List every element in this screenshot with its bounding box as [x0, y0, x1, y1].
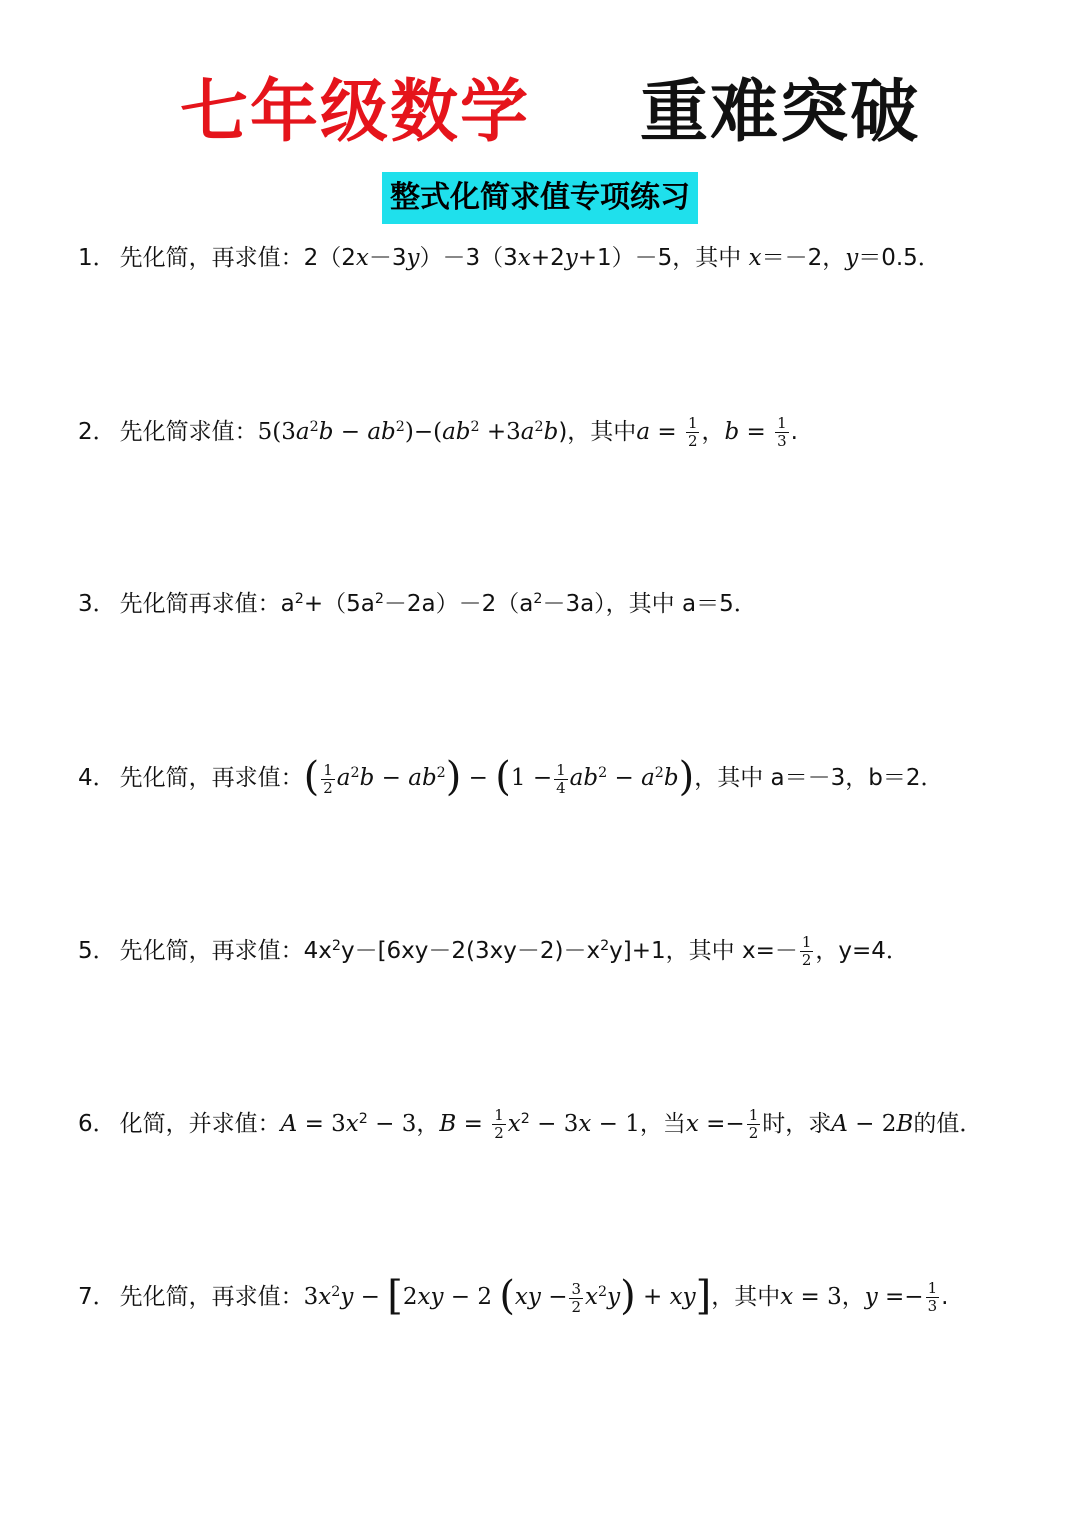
fraction-one-third: $\frac{1}{3}$: [777, 414, 787, 450]
fraction-one-half: $\frac{1}{2}$: [801, 933, 812, 969]
title-key-breakthrough: 重难突破: [640, 72, 921, 152]
page-header: [0, 64, 1080, 164]
problem-5: 5． 先化简，再求值：$4x^2y-[6xy-2(3xy-2)-x^2y]+1$，其中 x=－ $\frac{1}{2}$ ，y=4．: [78, 933, 909, 969]
fraction-one-half: $\frac{1}{2}$: [494, 1106, 504, 1142]
problem-2: 2． 先化简求值：$5(3a^2b - ab^2)-(ab^2 +3a^2b)$，其中a = $\frac{1}{2}$ ，b = $\frac{1}{3}$ .: [78, 414, 798, 450]
subtitle-highlight: 整式化简求值专项练习: [382, 172, 698, 224]
fraction-one-half: $\frac{1}{2}$: [748, 1106, 759, 1142]
fraction-one-half: $\frac{1}{2}$: [323, 760, 333, 797]
fraction-one-quarter: $\frac{1}{4}$: [556, 760, 566, 797]
problem-4: 4． 先化简，再求值：( $\frac{1}{2}$ $a^2b - ab^2) - (1$ − $\frac{1}{4}$ $ab^2 - a^2b$)，其中 a＝－3，b＝2．: [78, 753, 944, 800]
title-grade-math: 七年级数学: [180, 72, 531, 152]
problem-3: 3． 先化简再求值：$a^2+(5a^2-2a)-2(a^2-3a)$，其中 a＝5．: [78, 591, 757, 617]
problem-7: 7． 先化简，再求值：$3x^2y - [2xy - 2$ (xy − $\frac{3}{2}$ $x^2y) + xy$]，其中x = 3，y =− $\frac{1}{3}$ .: [78, 1272, 949, 1319]
fraction-one-third: $\frac{1}{3}$: [927, 1279, 938, 1315]
subtitle-row: [0, 172, 1080, 224]
fraction-one-half: $\frac{1}{2}$: [687, 414, 698, 450]
problem-6: 6． 化简，并求值：$A = 3x^2 - 3$，B = $\frac{1}{2}$ $x^2 - 3x - 1$，当x =− $\frac{1}{2}$ 时，求A − 2B的值．: [78, 1106, 983, 1142]
fraction-three-halves: $\frac{3}{2}$: [571, 1279, 582, 1316]
problem-1: 1． 先化简，再求值：2（2x－3y）－3（3x+2y+1）－5，其中 x＝－2，y＝0.5．: [78, 245, 941, 271]
